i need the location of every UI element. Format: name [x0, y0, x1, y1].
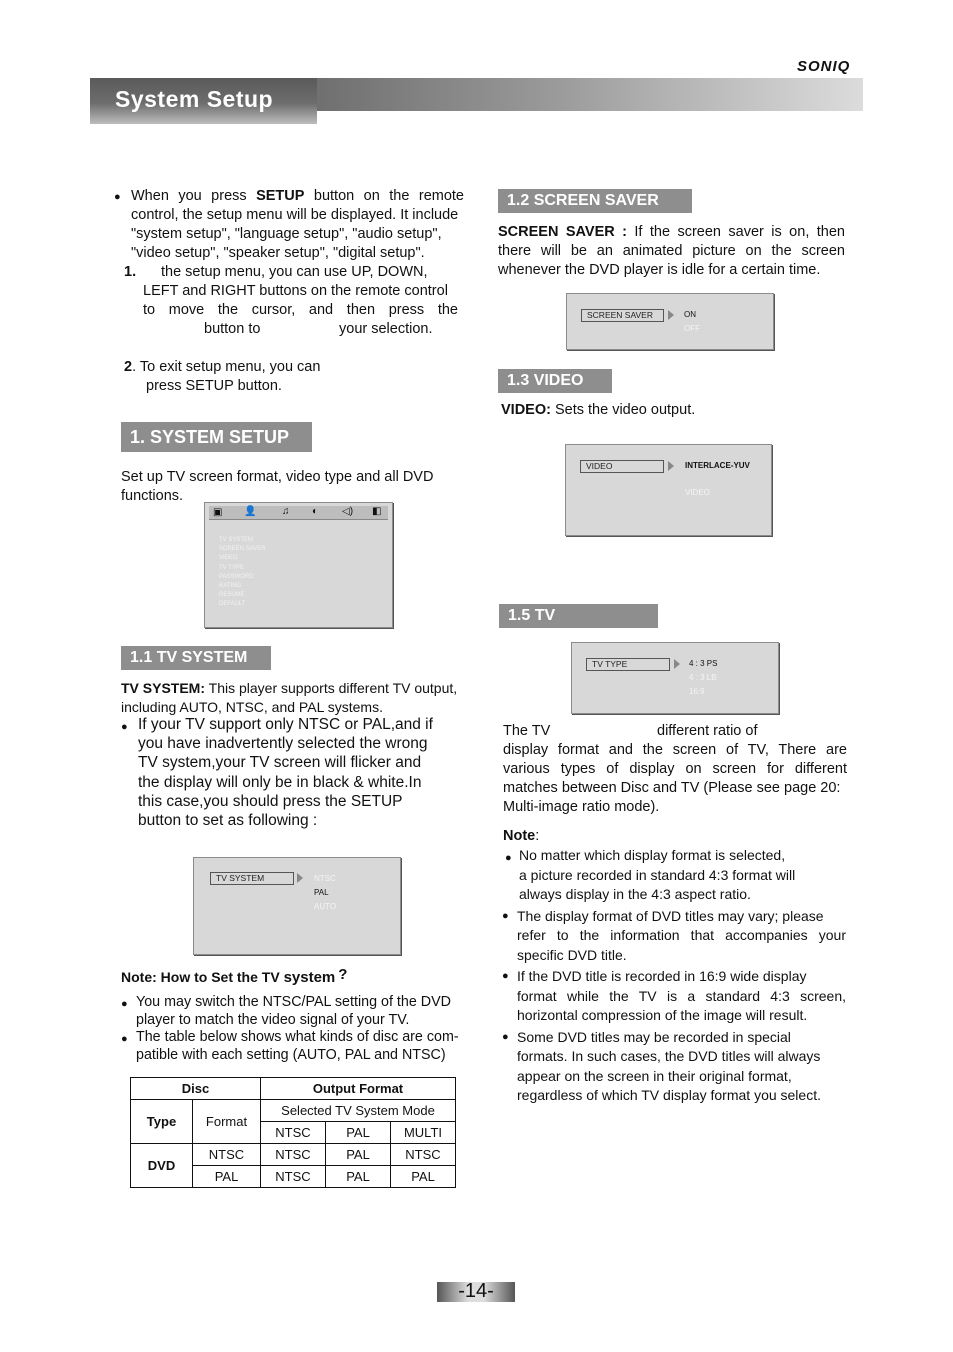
desc-text: The TV: [503, 723, 551, 739]
bullet-dot: ●: [502, 970, 509, 982]
intro-text: "video setup", "speaker setup", "digital setup".: [131, 245, 425, 261]
note-text: player to match the video signal of your TV.: [136, 1011, 410, 1028]
note-text: No matter which display format is selected,: [519, 847, 786, 863]
tv-desc: [503, 722, 847, 817]
osd-option: OFF: [684, 324, 700, 333]
note-text: format while the TV is a standard 4:3 screen,: [517, 987, 846, 1004]
intro-bullet: [114, 187, 464, 263]
tv-system-desc: [121, 679, 471, 717]
note-text: a picture recorded in standard 4:3 format will: [519, 866, 796, 883]
note-text: If the DVD title is recorded in 16:9 wide display: [517, 968, 807, 984]
bullet-text: TV system,your TV screen will flicker and: [138, 754, 422, 772]
header-multi: MULTI: [391, 1122, 456, 1144]
desc-text: functions.: [121, 488, 184, 504]
bullet-text: button to set as following :: [138, 812, 318, 830]
bullet-dot: ●: [505, 852, 512, 864]
step-text: the setup menu, you can use UP, DOWN,: [161, 264, 428, 280]
step-text: . To exit setup menu, you can: [132, 359, 321, 375]
menu-item: RESUME: [219, 592, 245, 599]
speaker-icon: ◁): [342, 506, 354, 517]
screen-saver-label: SCREEN SAVER :: [498, 224, 627, 240]
section-heading-screen-saver: 1.2 SCREEN SAVER: [498, 189, 692, 213]
note-text: refer to the information that accompanies your: [517, 927, 846, 943]
right-arrow-icon: [668, 461, 674, 471]
brand-logo: SONIQ: [797, 58, 851, 75]
desc-text: matches between Disc and TV (Please see page 20:: [503, 780, 841, 796]
right-arrow-icon: [674, 659, 680, 669]
desc-text: including AUTO, NTSC, and PAL systems.: [121, 699, 383, 715]
bullet-dot: ●: [121, 998, 128, 1010]
tv-note-heading: [503, 827, 539, 846]
screen-saver-desc: [498, 223, 845, 280]
table-cell: NTSC: [261, 1144, 326, 1166]
bullet-dot: ●: [121, 721, 128, 733]
step-text: to move the cursor, and then press the: [143, 302, 458, 318]
bullet-text: If your TV support only NTSC or PAL,and if: [138, 716, 433, 733]
desc-text: different ratio of: [657, 723, 758, 739]
note-text: appear on the screen in their original format,: [517, 1067, 792, 1084]
bullet-dot: ●: [114, 191, 121, 203]
step-text: LEFT and RIGHT buttons on the remote control: [143, 283, 448, 299]
note-text: patible with each setting (AUTO, PAL and NTSC): [136, 1046, 446, 1063]
tv-system-osd: [193, 857, 401, 955]
menu-item: PASSWORD: [219, 573, 254, 580]
desc-text: Set up TV screen format, video type and all DVD: [121, 469, 434, 485]
osd-option-selected: INTERLACE-YUV: [685, 461, 750, 470]
osd-option: NTSC: [314, 874, 336, 883]
desc-text: whenever the DVD player is idle for a certain time.: [498, 262, 821, 278]
menu-item: DEFAULT: [219, 601, 246, 608]
desc-text: there will be an animated picture on the screen: [498, 243, 845, 259]
setup-keyword: SETUP: [256, 188, 305, 204]
osd-option: 16:9: [689, 687, 705, 696]
table-cell: PAL: [391, 1166, 456, 1188]
note-heading: Note: [503, 828, 536, 844]
section-heading-tv-system: 1.1 TV SYSTEM: [121, 646, 271, 670]
desc-text: Sets the video output.: [550, 402, 696, 418]
osd-label: SCREEN SAVER: [581, 309, 664, 322]
menu-tab-bar: [209, 506, 388, 520]
osd-option: AUTO: [314, 902, 337, 911]
video-label: VIDEO:: [501, 402, 551, 418]
step-1: [124, 263, 464, 339]
step-number: 1.: [124, 264, 137, 280]
menu-list: [219, 536, 266, 610]
user-icon: 👤: [244, 506, 257, 517]
bullet-dot: ●: [121, 1033, 128, 1045]
desc-text: If the screen saver is on, then: [626, 224, 845, 240]
section-heading-video: 1.3 VIDEO: [498, 369, 612, 393]
page-title: System Setup: [115, 86, 274, 112]
step-number: 2: [124, 359, 133, 375]
intro-text: button on the remote: [304, 188, 464, 204]
section-heading-system-setup: 1. SYSTEM SETUP: [121, 422, 312, 452]
system-setup-menu-screen: [204, 502, 393, 628]
system-setup-desc: [121, 468, 466, 506]
note-text: regardless of which TV display format you select.: [517, 1087, 821, 1103]
intro-text: control, the setup menu will be displayed. It include: [131, 207, 459, 223]
menu-item: TV SYSTEM: [219, 537, 254, 543]
desc-text: Multi-image ratio mode).: [503, 799, 660, 815]
note-text: Some DVD titles may be recorded in special: [517, 1028, 791, 1045]
note-text: The table below shows what kinds of disc are com-: [136, 1029, 459, 1045]
osd-option: VIDEO: [685, 488, 710, 497]
screen-saver-osd: [566, 293, 774, 350]
page-number: -14-: [458, 1280, 494, 1302]
step-2: [124, 358, 464, 396]
header-ntsc: NTSC: [261, 1122, 326, 1144]
table-cell: NTSC: [261, 1166, 326, 1188]
tv-type-osd: [571, 642, 779, 714]
note-text: specific DVD title.: [517, 946, 627, 963]
note-title-text: Note: How to Set the TV: [121, 969, 284, 985]
bullet-text: the display will only be in black & white.In: [138, 773, 422, 791]
menu-item: SCREEN SAVER: [219, 546, 266, 553]
table-cell: PAL: [193, 1166, 261, 1188]
intro-text: "system setup", "language setup", "audio setup",: [131, 226, 442, 242]
desc-text: various types of display on screen for different: [503, 761, 847, 777]
tv-note-list: [502, 846, 846, 1106]
tv-screen-icon: ▣: [213, 507, 223, 518]
bullet-dot: ●: [502, 909, 509, 922]
bullet-dot: ●: [502, 1030, 509, 1043]
osd-label: TV TYPE: [586, 658, 670, 671]
right-arrow-icon: [668, 310, 674, 320]
osd-option: 4 : 3 LB: [689, 673, 717, 682]
step-text: button to: [204, 321, 261, 337]
header-disc: Disc: [131, 1078, 261, 1100]
note-text: The display format of DVD titles may vary; please: [517, 907, 824, 924]
osd-option-selected: PAL: [314, 888, 329, 897]
osd-option-selected: ON: [684, 310, 696, 319]
tv-system-label: TV SYSTEM:: [121, 680, 206, 696]
table-cell: NTSC: [391, 1144, 456, 1166]
table-cell: NTSC: [193, 1144, 261, 1166]
header-type: Type: [131, 1100, 193, 1144]
desc-text: This player supports different TV output,: [205, 680, 458, 696]
right-arrow-icon: [297, 873, 303, 883]
desc-text: display format and the screen of TV, There are: [503, 742, 847, 758]
format-table: [130, 1077, 456, 1188]
row-label-dvd: DVD: [131, 1144, 193, 1188]
menu-item: VIDEO: [219, 555, 238, 562]
note-title-text: ?: [338, 966, 348, 983]
bullet-text: this case,you should press the SETUP: [138, 792, 403, 810]
osd-option-selected: 4 : 3 PS: [689, 659, 718, 668]
header-pal: PAL: [326, 1122, 391, 1144]
osd-label: VIDEO: [580, 460, 664, 473]
note-title: [121, 966, 348, 986]
note-text: always display in the 4:3 aspect ratio.: [519, 886, 751, 902]
contrast-icon: ◐: [312, 506, 319, 517]
section-heading-tv: 1.5 TV: [499, 604, 658, 628]
note-text: horizontal compression of the image will result.: [517, 1007, 808, 1023]
step-text: your selection.: [339, 321, 433, 337]
bullet-text: you have inadvertently selected the wrong: [138, 735, 428, 753]
note-text: formats. In such cases, the DVD titles will always: [517, 1048, 821, 1064]
header-output: Output Format: [261, 1078, 456, 1100]
dolby-icon: ◧: [372, 506, 382, 517]
menu-item: TV TYPE: [219, 564, 244, 571]
video-desc: [501, 401, 841, 420]
tv-system-bullet: [121, 715, 471, 830]
table-cell: PAL: [326, 1144, 391, 1166]
header-format: Format: [193, 1100, 261, 1144]
menu-item: RATING: [219, 583, 242, 590]
note-title-text: system: [283, 969, 336, 986]
music-note-icon: ♫: [282, 506, 290, 517]
table-cell: PAL: [326, 1166, 391, 1188]
header-selected: Selected TV System Mode: [261, 1100, 456, 1122]
osd-label: TV SYSTEM: [210, 872, 294, 885]
step-text: press SETUP button.: [146, 378, 282, 394]
intro-text: When you press: [131, 188, 257, 204]
video-osd: [565, 444, 772, 536]
note-heading: :: [535, 828, 540, 844]
note-text: You may switch the NTSC/PAL setting of the DVD: [136, 994, 451, 1010]
note-bullets: [121, 994, 471, 1064]
